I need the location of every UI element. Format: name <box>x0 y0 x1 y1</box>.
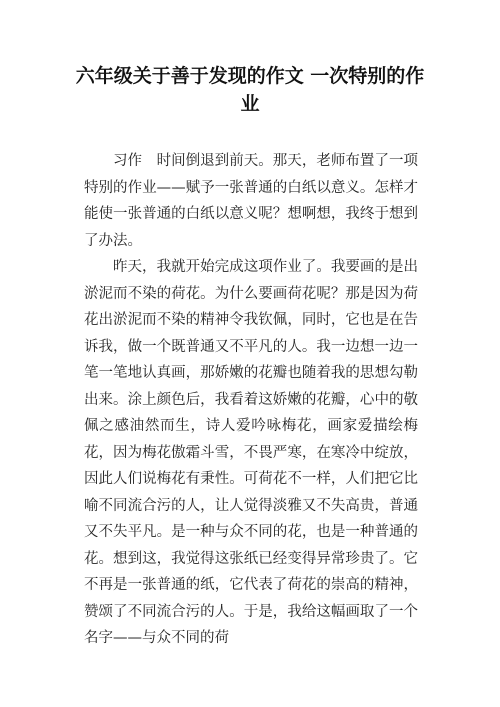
document-body <box>84 148 418 652</box>
paragraph-2: 昨天，我就开始完成这项作业了。我要画的是出淤泥而不染的荷花。为什么要画荷花呢？那是因为荷花出淤泥而不染的精神令我钦佩，同时，它也是在告诉我，做一个既普通又不平凡的人。我一边想一边一笔一笔地认真画，那娇嫩的花瓣也随着我的思想勾勒出来。涂上颜色后，我看着这娇嫩的花瓣，心中的敬佩之感油然而生，诗人爱吟咏梅花，画家爱描绘梅花，因为梅花傲霜斗雪，不畏严寒，在寒冷中绽放，因此人们说梅花有秉性。可荷花不一样，人们把它比喻不同流合污的人，让人觉得淡雅又不失高贵，普通又不失平凡。是一种与众不同的花，也是一种普通的花。想到这，我觉得这张纸已经变得异常珍贵了。它不再是一张普通的纸，它代表了荷花的崇高的精神，赞颂了不同流合污的人。于是，我给这幅画取了一个名字——与众不同的荷 <box>84 259 418 646</box>
document-title: 六年级关于善于发现的作文 一次特别的作业 <box>75 65 425 115</box>
paragraph-1: 习作 时间倒退到前天。那天，老师布置了一项特别的作业——赋予一张普通的白纸以意义。怎样才能使一张普通的白纸以意义呢？想啊想，我终于想到了办法。 <box>84 153 418 249</box>
